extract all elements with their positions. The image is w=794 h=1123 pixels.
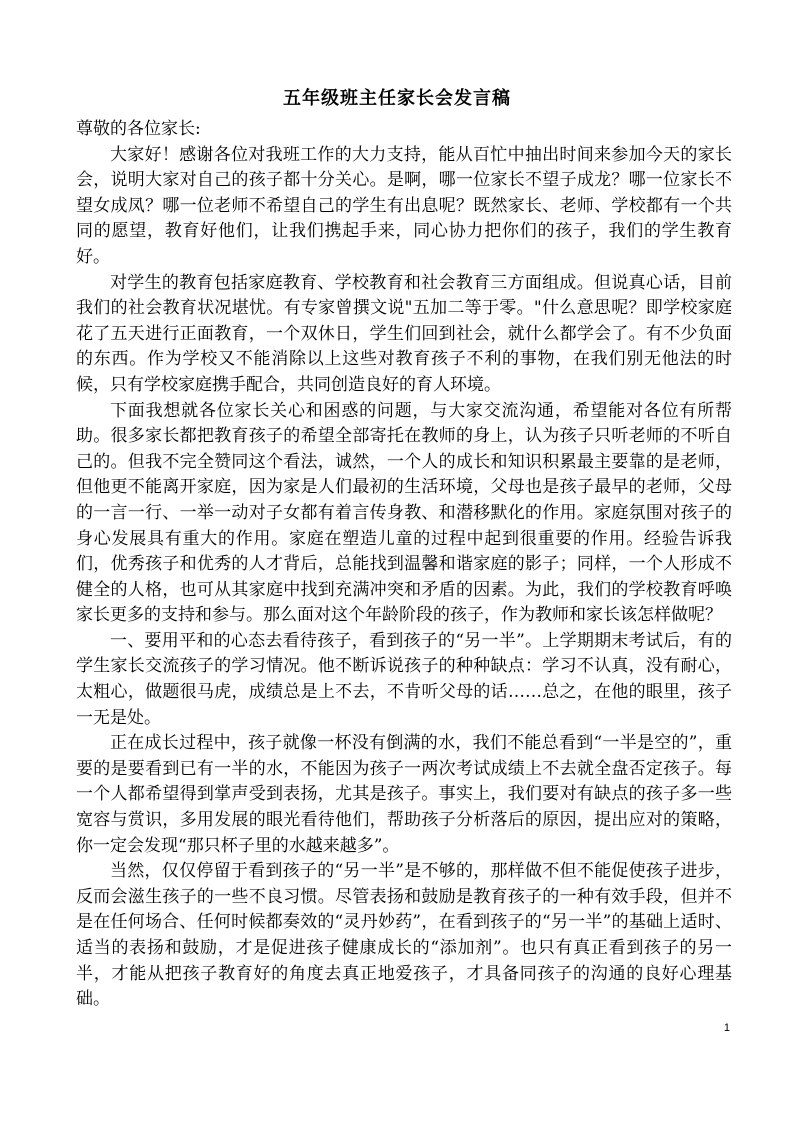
paragraph-family-role: 下面我想就各位家长关心和困惑的问题，与大家交流沟通，希望能对各位有所帮助。很多家长都把教育孩子的希望全部寄托在教师的身上，认为孩子只听老师的不听自己的。但我不完全赞同这个看法，诚然，一个人的成长和知识积累最主要靠的是老师，但他更不能离开家庭，因为家是人们最初的生活环境，父母也是孩子最早的老师，父母的一言一行、一举一动对子女都有着言传身教、和潜移默化的作用。家庭氛围对孩子的身心发展具有重大的作用。家庭在塑造儿童的过程中起到很重要的作用。经验告诉我们，优秀孩子和优秀的人才背后，总能找到温馨和谐家庭的影子；同样，一个人形成不健全的人格，也可从其家庭中找到充满冲突和矛盾的因素。为此，我们的学校教育呼唤家长更多的支持和参与。那么面对这个年龄阶段的孩子，作为教师和家长该怎样做呢？	[76, 400, 732, 626]
paragraph-point-one: 一、要用平和的心态去看待孩子，看到孩子的“另一半”。上学期期末考试后，有的学生家长交流孩子的学习情况。他不断诉说孩子的种种缺点：学习不认真，没有耐心，太粗心，做题很马虎，成绩总是上不去，不肯听父母的话……总之，在他的眼里，孩子一无是处。	[76, 630, 732, 728]
paragraph-half-full-cup: 正在成长过程中，孩子就像一杯没有倒满的水，我们不能总看到“一半是空的”，重要的是要看到已有一半的水，不能因为孩子一两次考试成绩上不去就全盘否定孩子。每一个人都希望得到掌声受到表扬，尤其是孩子。事实上，我们要对有缺点的孩子多一些宽容与赏识，多用发展的眼光看待他们，帮助孩子分析落后的原因，提出应对的策略，你一定会发现“那只杯子里的水越来越多”。	[76, 733, 732, 856]
paragraph-praise: 当然，仅仅停留于看到孩子的“另一半”是不够的，那样做不但不能促使孩子进步，反而会滋生孩子的一些不良习惯。尽管表扬和鼓励是教育孩子的一种有效手段，但并不是在任何场合、任何时候都奏效的“灵丹妙药”，在看到孩子的“另一半”的基础上适时、适当的表扬和鼓励，才是促进孩子健康成长的“添加剂”。也只有真正看到孩子的另一半，才能从把孩子教育好的角度去真正地爱孩子，才具备同孩子的沟通的良好心理基础。	[76, 861, 732, 1010]
document-title: 五年级班主任家长会发言稿	[283, 88, 511, 109]
document-body	[76, 117, 732, 1013]
salutation: 尊敬的各位家长:	[76, 119, 201, 139]
page-number: 1	[723, 1022, 730, 1034]
paragraph-greeting: 大家好！感谢各位对我班工作的大力支持，能从百忙中抽出时间来参加今天的家长会，说明大家对自己的孩子都十分关心。是啊，哪一位家长不望子成龙？哪一位家长不望女成凤？哪一位老师不希望自己的学生有出息呢？既然家长、老师、学校都有一个共同的愿望，教育好他们，让我们携起手来，同心协力把你们的孩子，我们的学生教育好。	[76, 144, 732, 267]
paragraph-education-types: 对学生的教育包括家庭教育、学校教育和社会教育三方面组成。但说真心话，目前我们的社会教育状况堪忧。有专家曾撰文说"五加二等于零。"什么意思呢？即学校家庭花了五天进行正面教育，一个双休日，学生们回到社会，就什么都学会了。有不少负面的东西。作为学校又不能消除以上这些对教育孩子不利的事物，在我们别无他法的时候，只有学校家庭携手配合，共同创造良好的育人环境。	[76, 272, 732, 395]
